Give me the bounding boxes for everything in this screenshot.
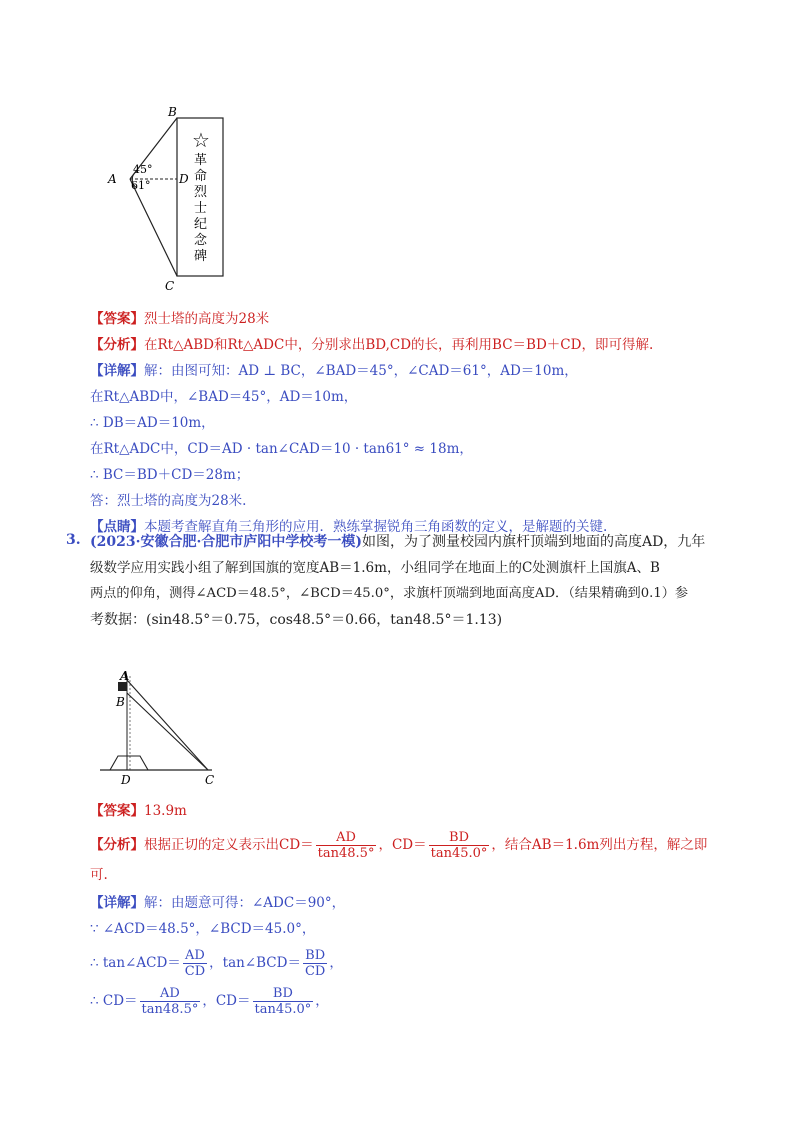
question-number: 3. [66,532,81,548]
fraction-BD-tan450 [429,830,490,861]
line-AC [130,179,177,276]
analysis-tag-3: 【分析】 [90,837,144,853]
fraction-BD-tan450-2 [253,986,314,1017]
question-source: (2023·安徽合肥·合肥市庐阳中学校考一模) [90,534,362,550]
figure-flagpole-diagram [0,664,794,794]
detail-tag-3: 【详解】 [90,895,144,911]
label-D2: D [121,773,131,787]
analysis-3-line2: 可. [90,867,108,883]
monument-char-1: 命 [194,169,208,184]
frac-num: BD [303,948,327,964]
detail-3-line-2: ∵ ∠ACD＝48.5°，∠BCD＝45.0°， [90,921,316,937]
detail-3-line-4-a: ∴ CD＝ [90,993,138,1009]
comment-tag: 【点睛】 [90,519,144,535]
detail-1-line-0 [90,362,578,380]
angle-61: 61° [131,179,151,192]
detail-3-line-4-b: ，CD＝ [202,993,251,1009]
answer-1 [90,310,269,328]
label-C: C [165,279,175,293]
analysis-3 [90,828,707,862]
question-line-3: 两点的仰角，测得∠ACD＝48.5°，∠BCD＝45.0°，求旗杆顶端到地面高度AD．（结果精确到0.1）参 [90,586,689,601]
monument-char-4: 纪 [194,217,208,232]
analysis-text: 在Rt△ABD和Rt△ADC中，分别求出BD,CD的长，再利用BC＝BD＋CD，即可得解. [144,337,654,353]
analysis-tag: 【分析】 [90,337,144,353]
sight-line-B [127,693,208,770]
frac-den: tan48.5° [141,1002,199,1017]
flag [118,682,127,691]
answer-text: 烈士塔的高度为28米 [144,311,270,327]
fraction-AD-CD [183,948,207,979]
detail-text: 解：由图可知：AD ⊥ BC，∠BAD＝45°，∠CAD＝61°，AD＝10m， [144,363,578,379]
detail-3-text-1: 解：由题意可得：∠ADC＝90°， [144,895,346,911]
label-A: A [108,172,117,186]
angle-45: 45° [133,163,153,176]
frac-den: tan48.5° [317,846,375,861]
answer-text-3: 13.9m [144,803,187,819]
question-3-text [90,529,730,633]
monument-char-6: 碑 [194,249,208,264]
label-B2: B [116,695,125,709]
detail-tag: 【详解】 [90,363,144,379]
monument-char-2: 烈 [194,185,208,200]
monument-char-0: 革 [194,153,208,168]
detail-3-line-4 [90,984,329,1018]
monument-char-3: 士 [194,201,208,216]
detail-1-line-2: ∴ DB＝AD＝10m， [90,415,215,431]
frac-den: tan45.0° [254,1002,312,1017]
question-line-4: 考数据：(sin48.5°＝0.75，cos48.5°＝0.66，tan48.5°＝1.13) [90,612,503,628]
question-line-2: 级数学应用实践小组了解到国旗的宽度AB＝1.6m，小组同学在地面上的C处测旗杆上国旗A、B [90,560,660,576]
fraction-AD-tan485-2 [140,986,201,1017]
frac-den: tan45.0° [430,846,488,861]
frac-num: AD [183,948,207,964]
detail-1-line-1: 在Rt△ABD中，∠BAD＝45°，AD＝10m， [90,389,358,405]
detail-1-line-3: 在Rt△ADC中，CD＝AD · tan∠CAD＝10 · tan61° ≈ 18m， [90,441,473,457]
answer-tag: 【答案】 [90,311,144,327]
analysis-3-mid: ，CD＝ [378,837,427,853]
detail-1-line-4: ∴ BC＝BD＋CD＝28m； [90,467,250,483]
figure-monument-diagram [0,100,794,400]
monument-char-5: 念 [194,233,208,248]
question-line-1-text: 如图，为了测量校园内旗杆顶端到地面的高度AD，九年 [361,534,706,550]
label-B: B [168,105,177,119]
question-line-1 [90,529,730,555]
fraction-BD-CD [303,948,327,979]
analysis-3-pre: 根据正切的定义表示出CD＝ [144,837,314,853]
detail-1-line-5: 答：烈士塔的高度为28米. [90,493,247,509]
answer-tag-3: 【答案】 [90,803,144,819]
frac-den: CD [304,964,326,979]
label-C2: C [205,773,215,787]
answer-3 [90,802,187,820]
frac-num: BD [253,986,314,1002]
frac-num: AD [316,830,377,846]
detail-3-line-3-b: ，tan∠BCD＝ [209,955,301,971]
detail-3-line-3-a: ∴ tan∠ACD＝ [90,955,181,971]
detail-3-line-1 [90,894,345,912]
analysis-1 [90,336,653,354]
detail-3-line-3 [90,946,343,980]
analysis-3-post: ，结合AB＝1.6m列出方程，解之即 [491,837,708,853]
detail-3-line-3-c: ， [329,955,343,971]
label-A2: A [120,669,130,683]
comment-text: 本题考查解直角三角形的应用．熟练掌握锐角三角函数的定义，是解题的关键. [144,519,608,535]
detail-3-line-4-c: ， [315,993,329,1009]
base-platform [110,756,148,770]
frac-num: BD [429,830,490,846]
fraction-AD-tan485 [316,830,377,861]
label-D: D [179,172,189,186]
frac-den: CD [184,964,206,979]
frac-num: AD [140,986,201,1002]
star-icon: ☆ [192,128,210,152]
